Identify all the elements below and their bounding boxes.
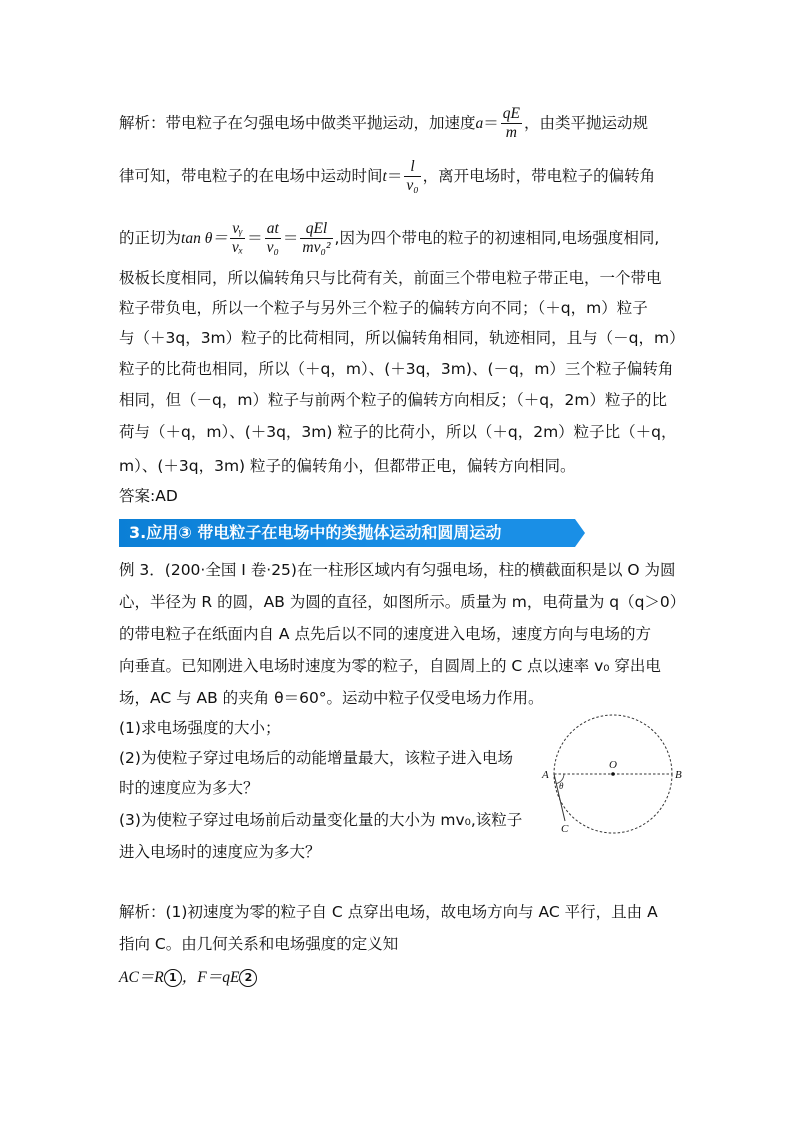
example-line-5: 场，AC 与 AB 的夹角 θ＝60°。运动中粒子仅受电场力作用。 — [119, 689, 544, 707]
analysis-line-9: 荷与（＋q，m）、(＋3q，3m) 粒子的比荷小，所以（＋q，2m）粒子比（＋q， — [119, 423, 677, 441]
fraction-denominator: v₀ — [266, 239, 279, 256]
solution-line-3 — [119, 968, 257, 988]
analysis-line-6: 与（＋3q，3m）粒子的比荷相同，所以偏转角相同，轨迹相同，且与（－q，m） — [119, 329, 685, 347]
question-3-line-2: 进入电场时的速度应为多大？ — [119, 843, 321, 861]
question-3-line-1: (3)为使粒子穿过电场前后动量变化量的大小为 mv₀,该粒子 — [119, 811, 523, 829]
analysis-text: 的正切为 — [119, 229, 182, 247]
label-a: A — [542, 769, 549, 781]
analysis-text: ,因为四个带电的粒子的初速相同,电场强度相同, — [334, 229, 660, 247]
math-var: a — [475, 115, 484, 132]
fraction-denominator: mv₀² — [302, 239, 331, 256]
circled-number-2: 2 — [239, 969, 257, 987]
analysis-line-5: 粒子带负电，所以一个粒子与另外三个粒子的偏转方向不同；（＋q，m）粒子 — [119, 299, 648, 317]
question-2-line-2: 时的速度应为多大？ — [119, 779, 259, 797]
equation-f-qe: ，F＝qE — [181, 969, 240, 986]
fraction-numerator: qEl — [300, 220, 332, 239]
question-2-line-1: (2)为使粒子穿过电场后的动能增量最大，该粒子进入电场 — [119, 749, 513, 767]
analysis-line-2 — [119, 158, 655, 195]
fraction-denominator: v₀ — [406, 177, 419, 194]
fraction-denominator: m — [505, 124, 517, 141]
circle-field-diagram — [537, 712, 692, 845]
fraction-at-v0 — [265, 220, 281, 257]
solution-line-1: 解析：(1)初速度为零的粒子自 C 点穿出电场，故电场方向与 AC 平行，且由 A — [119, 903, 658, 921]
center-point — [611, 772, 615, 776]
example-line-1: 例 3．(200·全国 I 卷·25)在一柱形区域内有匀强电场，柱的横截面积是以 O 为圆 — [119, 561, 676, 579]
analysis-line-7: 粒子的比荷也相同，所以（＋q，m）、(＋3q，3m)、(－q，m）三个粒子偏转角 — [119, 360, 674, 378]
analysis-text: 解析：带电粒子在匀强电场中做类平抛运动，加速度 — [119, 114, 476, 132]
fraction-numerator: l — [404, 158, 420, 177]
label-o: O — [609, 759, 617, 771]
analysis-line-10: m）、(＋3q，3m) 粒子的偏转角小，但都带正电，偏转方向相同。 — [119, 457, 576, 475]
math-eq: ＝ — [386, 168, 403, 185]
label-c: C — [561, 823, 569, 835]
fraction-vy-vx — [230, 220, 245, 257]
analysis-line-8: 相同，但（－q，m）粒子与前两个粒子的偏转方向相反；（＋q，2m）粒子的比 — [119, 391, 667, 409]
section-banner: 3.应用③ 带电粒子在电场中的类抛体运动和圆周运动 — [119, 519, 575, 547]
example-line-4: 向垂直。已知刚进入电场时速度为零的粒子，自圆周上的 C 点以速率 v₀ 穿出电 — [119, 657, 661, 675]
example-line-2: 心，半径为 R 的圆，AB 为圆的直径，如图所示。质量为 m，电荷量为 q（q＞0） — [119, 593, 686, 611]
analysis-line-4: 极板长度相同，所以偏转角只与比荷有关，前面三个带电粒子带正电，一个带电 — [119, 269, 662, 287]
equation-ac-r: AC＝R — [119, 969, 164, 986]
circled-number-1: 1 — [164, 969, 182, 987]
fraction-acceleration — [501, 105, 522, 142]
analysis-line-3: 的正切为tan θ＝ $\frac{\text{vᵧ}}{\text{vₓ}}$ ＝ $\frac{at}{\text{v₀}}$ ＝ $\frac{\text{qEl}}{\text{mv₀²}}$ ,因为四个带电的粒子的初速相同,电场强度相同, — [119, 220, 660, 256]
fraction-numerator: qE — [502, 105, 520, 122]
math-eq: ＝ — [483, 115, 499, 132]
fraction-qel — [300, 220, 332, 257]
analysis-text: 律可知，带电粒子的在电场中运动时间 — [119, 167, 383, 185]
question-1: (1)求电场强度的大小； — [119, 719, 281, 737]
fraction-numerator: at — [265, 220, 281, 239]
label-theta: θ — [559, 781, 564, 791]
answer-line: 答案:AD — [119, 487, 178, 505]
fraction-denominator: vₓ — [231, 239, 244, 256]
fraction-numerator: vᵧ — [230, 220, 245, 239]
math-tan: tan θ＝ — [181, 230, 228, 247]
math-var: t — [382, 168, 387, 185]
label-b: B — [675, 769, 682, 781]
analysis-text: ，离开电场时，带电粒子的偏转角 — [422, 167, 656, 185]
analysis-text: ，由类平抛运动规 — [524, 114, 649, 132]
fraction-time — [404, 158, 420, 195]
analysis-line-1 — [119, 105, 648, 142]
example-line-3: 的带电粒子在纸面内自 A 点先后以不同的速度进入电场，速度方向与电场的方 — [119, 625, 651, 643]
solution-line-2: 指向 C。由几何关系和电场强度的定义知 — [119, 935, 399, 953]
